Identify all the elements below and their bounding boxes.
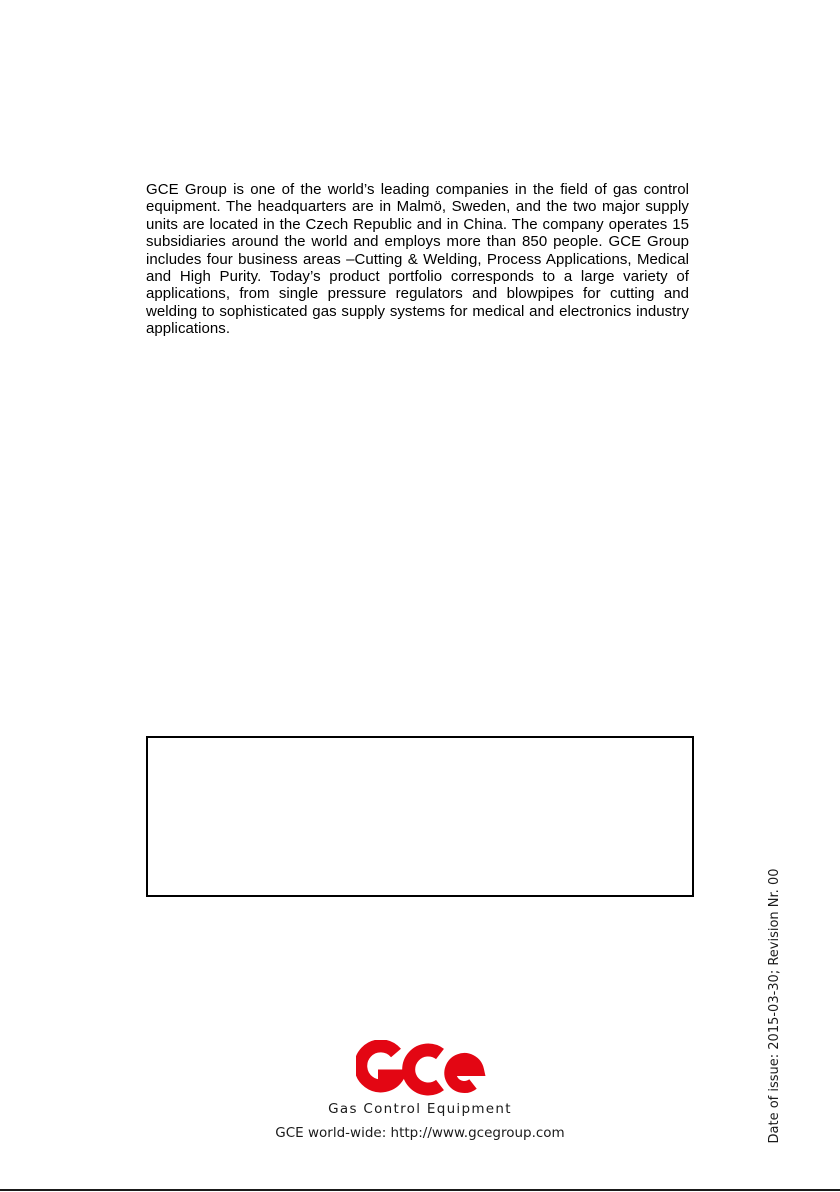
company-description: GCE Group is one of the world’s leading companies in the field of gas control equipment. The headquarters are in Malmö, Sweden, and the two major supply units are located in the Czech Republic and in China. The company operates 15 subsidiaries around the world and employs more than 850 people. GCE Group includes four business areas –Cutting & Welding, Process Applications, Medical and High Purity. Today’s product portfolio corresponds to a large variety of applications, from single pressure regulators and blowpipes for cutting and welding to sophisticated gas supply systems for medical and electronics industry applications. <box>146 181 689 338</box>
logo-tagline: Gas Control Equipment <box>328 1101 512 1117</box>
bottom-divider <box>0 1189 840 1191</box>
gce-logo-graphic <box>356 1040 486 1098</box>
issue-date-revision: Date of issue: 2015-03-30; Revision Nr. 00 <box>767 868 782 1144</box>
distributor-stamp-box <box>146 736 694 897</box>
website-line: GCE world-wide: http://www.gcegroup.com <box>275 1125 565 1141</box>
gce-logo <box>356 1040 486 1098</box>
